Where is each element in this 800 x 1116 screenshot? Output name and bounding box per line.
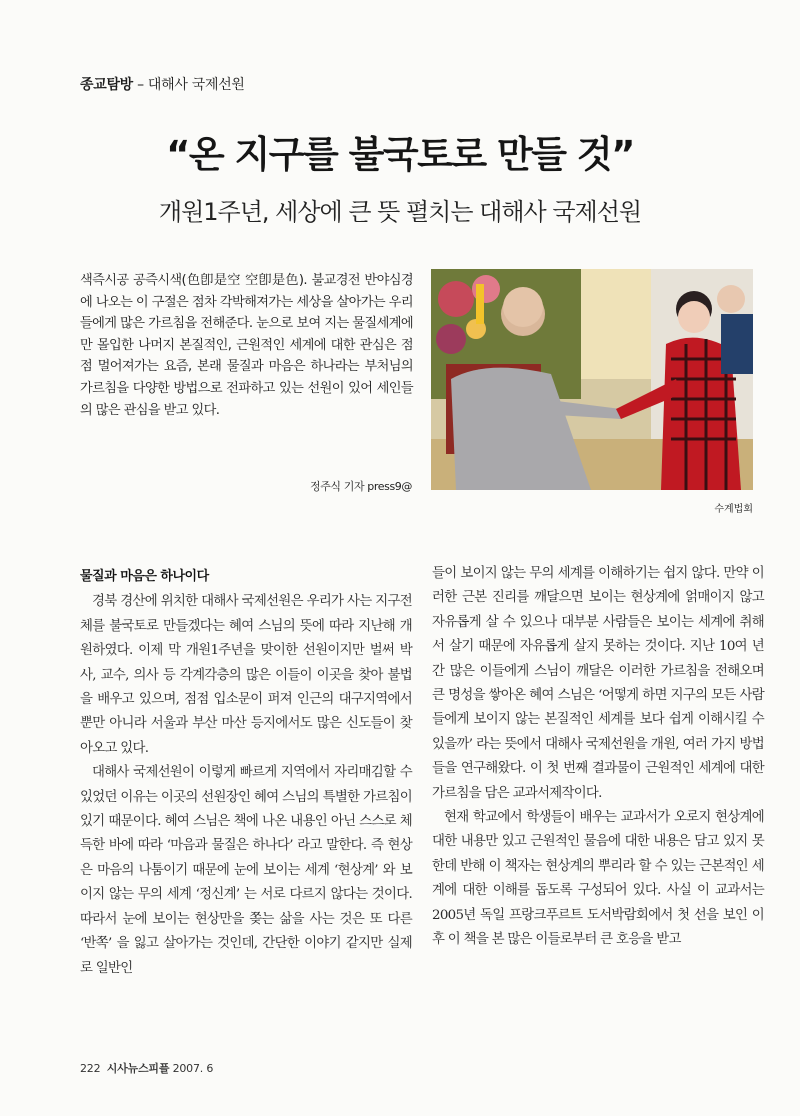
section-heading: 물질과 마음은 하나이다: [80, 569, 209, 584]
photo-caption: 수계법회: [714, 504, 753, 515]
body-column-left: [80, 562, 412, 981]
section-label: 종교탐방: [80, 77, 133, 93]
body-paragraph: 경북 경산에 위치한 대해사 국제선원은 우리가 사는 지구전체를 불국토로 만들겠다는 혜여 스님의 뜻에 따라 지난해 개원하였다. 이제 막 개원1주년을 맞이한 선원이지만 벌써 박사, 교수, 의사 등 각계각층의 많은 이들이 이곳을 찾아 불법을 배우고 있으며, 점점 입소문이 퍼져 인근의 대구지역에서 뿐만 아니라 서울과 부산 마산 등지에서도 많은 신도들이 찾아오고 있다.: [80, 594, 412, 756]
article-photo: [431, 269, 753, 490]
page-number: 222: [80, 1062, 101, 1075]
body-paragraph: 현재 학교에서 학생들이 배우는 교과서가 오로지 현상계에 대한 내용만 있고 근원적인 물음에 대한 내용은 담고 있지 못한데 반해 이 책자는 현상계의 뿌리라 할 수 있는 근본적인 세계에 대한 이해를 돕도록 구성되어 있다. 사실 이 교과서는 2005년 독일 프랑크푸르트 도서박람회에서 첫 선을 보인 이후 이 책을 본 많은 이들로부터 큰 호응을 받고: [432, 810, 764, 948]
section-separator: –: [137, 77, 144, 93]
section-topic: 대해사 국제선원: [147, 77, 245, 93]
body-column-right: [432, 562, 764, 953]
magazine-name: 시사뉴스피플: [106, 1062, 170, 1075]
subheadline: 개원1주년, 세상에 큰 뜻 펼치는 대해사 국제선원: [158, 198, 642, 226]
body-paragraph: 대해사 국제선원이 이렇게 빠르게 지역에서 자리매김할 수 있었던 이유는 이곳의 선원장인 혜여 스님의 특별한 가르침이 있기 때문이다. 혜여 스님은 책에 나온 내용인 아닌 스스로 체득한 바에 따라 ‘마음과 물질은 하나다’ 라고 말한다. 즉 현상은 마음의 나툼이기 때문에 눈에 보이는 세계 ‘현상계’ 와 보이지 않는 무의 세계 ‘정신계’ 는 서로 다르지 않다는 것이다. 따라서 눈에 보이는 현상만을 쫒는 삶을 사는 것은 또 다른 ‘반쪽’ 을 잃고 살아가는 것인데, 간단한 이야기 같지만 실제로 일반인: [80, 765, 412, 976]
section-tag: [80, 74, 245, 94]
page-footer: [80, 1060, 213, 1076]
body-paragraph: 들이 보이지 않는 무의 세계를 이해하기는 쉽지 않다. 만약 이러한 근본 진리를 깨달으면 보이는 현상계에 얽매이지 않고 자유롭게 살 수 있으나 대부분 사람들은 보이는 세계에 취해서 살기 때문에 자유롭게 살지 못하는 것이다. 지난 10여 년간 많은 이들에게 스님이 깨달은 이러한 가르침을 전해오며 큰 명성을 쌓아온 혜여 스님은 ‘어떻게 하면 지구의 모든 사람들에게 보이지 않는 본질적인 세계를 보다 쉽게 이해시킬 수 있을까’ 라는 뜻에서 대해사 국제선원을 개원, 여러 가지 방법들을 연구해왔다. 이 첫 번째 결과물이 근원적인 세계에 대한 가르침을 담은 교과서제작이다.: [432, 566, 764, 801]
lead-paragraph: 색즉시공 공즉시색(色卽是空 空卽是色). 불교경전 반야심경에 나오는 이 구절은 점차 각박해져가는 세상을 살아가는 우리들에게 많은 가르침을 전해준다. 눈으로 보여 지는 물질세계에만 몰입한 나머지 본질적인, 근원적인 세계에 대한 관심은 점점 멀어져가는 요즘, 본래 물질과 마음은 하나라는 부처님의 가르침을 다양한 방법으로 전파하고 있는 선원이 있어 세인들의 많은 관심을 받고 있다.: [80, 273, 413, 418]
issue-date: 2007. 6: [172, 1062, 214, 1075]
byline: 정주식 기자 press9@: [309, 480, 412, 493]
headline: “온 지구를 불국토로 만들 것”: [166, 133, 634, 176]
